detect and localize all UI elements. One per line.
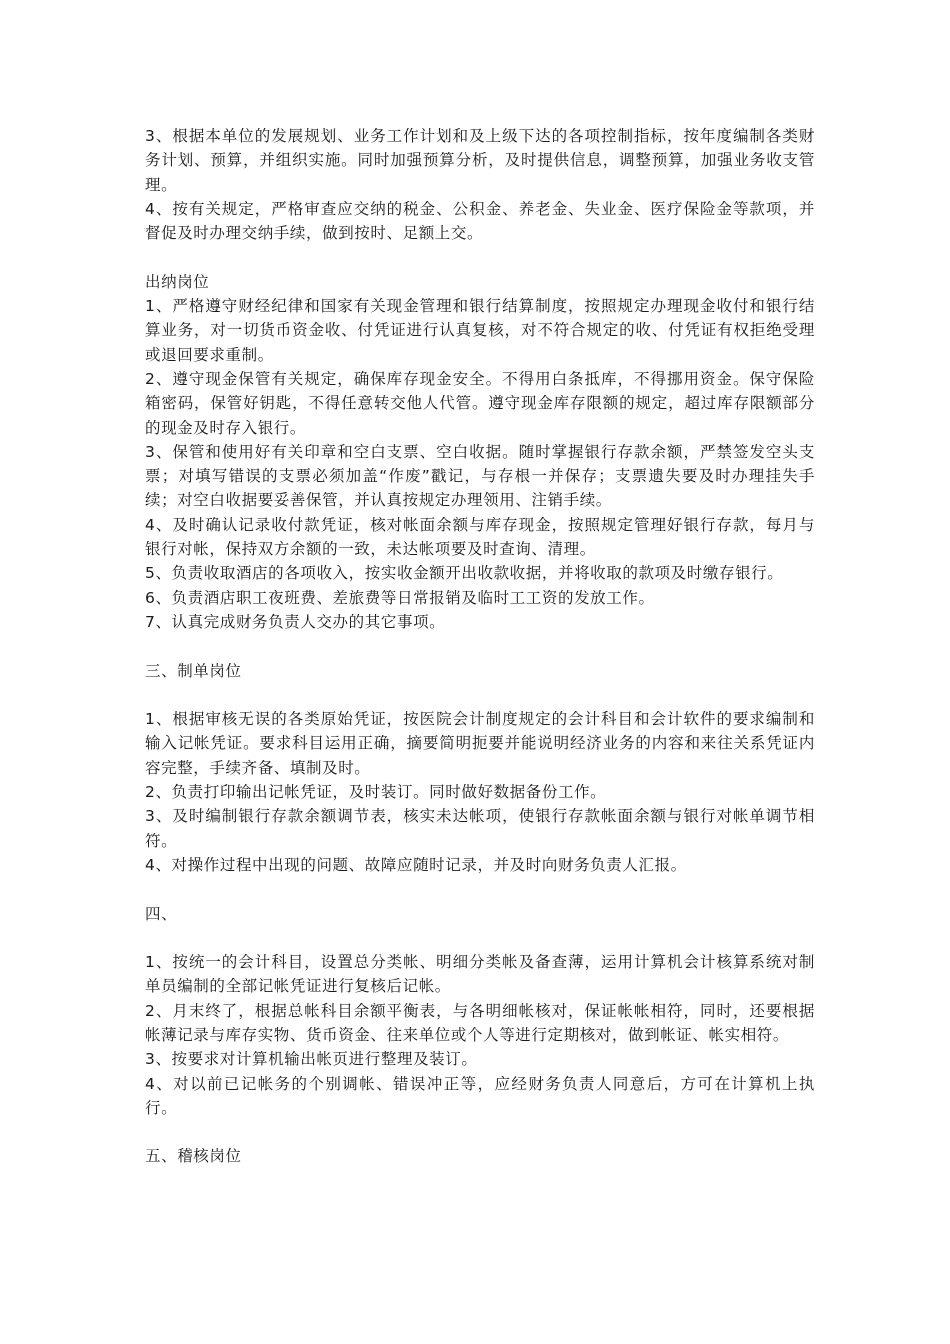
cashier-item-1: 1、严格遵守财经纪律和国家有关现金管理和银行结算制度，按照规定办理现金收付和银行结算业务，对一切货币资金收、付凭证进行认真复核，对不符合规定的收、付凭证有权拒绝受理或退回要求重制。 — [145, 297, 815, 364]
voucher-item-1: 1、根据审核无误的各类原始凭证，按医院会计制度规定的会计科目和会计软件的要求编制和输入记帐凭证。要求科目运用正确，摘要简明扼要并能说明经济业务的内容和来往关系凭证内容完整，手续齐备、填制及时。 — [145, 710, 815, 777]
section-title-voucher-preparation: 三、制单岗位 — [145, 661, 242, 680]
section-title-four: 四、 — [145, 904, 178, 923]
voucher-item-4: 4、对操作过程中出现的问题、故障应随时记录，并及时向财务负责人汇报。 — [145, 855, 687, 874]
voucher-item-2: 2、负责打印输出记帐凭证，及时装订。同时做好数据备份工作。 — [145, 783, 607, 802]
bookkeeping-item-2: 2、月末终了，根据总帐科目余额平衡表，与各明细帐核对，保证帐帐相符，同时，还要根据帐薄记录与库存实物、货币资金、往来单位或个人等进行定期核对，做到帐证、帐实相符。 — [145, 1001, 815, 1044]
section-title-audit: 五、稽核岗位 — [145, 1147, 242, 1166]
spacer — [145, 1120, 815, 1144]
cashier-item-7: 7、认真完成财务负责人交办的其它事项。 — [145, 612, 446, 631]
spacer — [145, 634, 815, 658]
bookkeeping-item-3: 3、按要求对计算机输出帐页进行整理及装订。 — [145, 1050, 478, 1069]
spacer — [145, 683, 815, 707]
cashier-item-6: 6、负责酒店职工夜班费、差旅费等日常报销及临时工工资的发放工作。 — [145, 588, 655, 607]
cashier-item-2: 2、遵守现金保管有关规定，确保库存现金安全。不得用白条抵库，不得挪用资金。保守保险箱密码，保管好钥匙，不得任意转交他人代管。遵守现金库存限额的规定，超过库存限额部分的现金及时存入银行。 — [145, 369, 815, 437]
section-title-cashier: 出纳岗位 — [145, 272, 210, 291]
spacer — [145, 245, 815, 269]
cashier-item-5: 5、负责收取酒店的各项收入，按实收金额开出收款收据，并将收取的款项及时缴存银行。 — [145, 564, 784, 583]
cashier-item-4: 4、及时确认记录收付款凭证，核对帐面余额与库存现金，按照规定管理好银行存款，每月与银行对帐，保持双方余额的一致，未达帐项要及时查询、清理。 — [145, 515, 815, 559]
bookkeeping-item-4: 4、对以前已记帐务的个别调帐、错误冲正等，应经财务负责人同意后，方可在计算机上执行。 — [145, 1074, 815, 1117]
paragraph-budget-planning: 3、根据本单位的发展规划、业务工作计划和及上级下达的各项控制指标，按年度编制各类财务计划、预算，并组织实施。同时加强预算分析，及时提供信息，调整预算，加强业务收支管理。 — [145, 127, 815, 194]
cashier-item-3: 3、保管和使用好有关印章和空白支票、空白收据。随时掌握银行存款余额，严禁签发空头支票；对填写错误的支票必须加盖“作废”戳记，与存根一并保存；支票遗失要及时办理挂失手续；对空白收据要妥善保管，并认真按规定办理领用、注销手续。 — [145, 442, 815, 510]
voucher-item-3: 3、及时编制银行存款余额调节表，核实未达帐项，使银行存款帐面余额与银行对帐单调节相符。 — [145, 807, 815, 850]
spacer — [145, 877, 815, 901]
bookkeeping-item-1: 1、按统一的会计科目，设置总分类帐、明细分类帐及备查薄，运用计算机会计核算系统对制单员编制的全部记帐凭证进行复核后记帐。 — [145, 953, 815, 996]
spacer — [145, 926, 815, 950]
document-body — [145, 124, 815, 1169]
paragraph-tax-payment: 4、按有关规定，严格审查应交纳的税金、公积金、养老金、失业金、医疗保险金等款项，并督促及时办理交纳手续，做到按时、足额上交。 — [145, 199, 815, 243]
